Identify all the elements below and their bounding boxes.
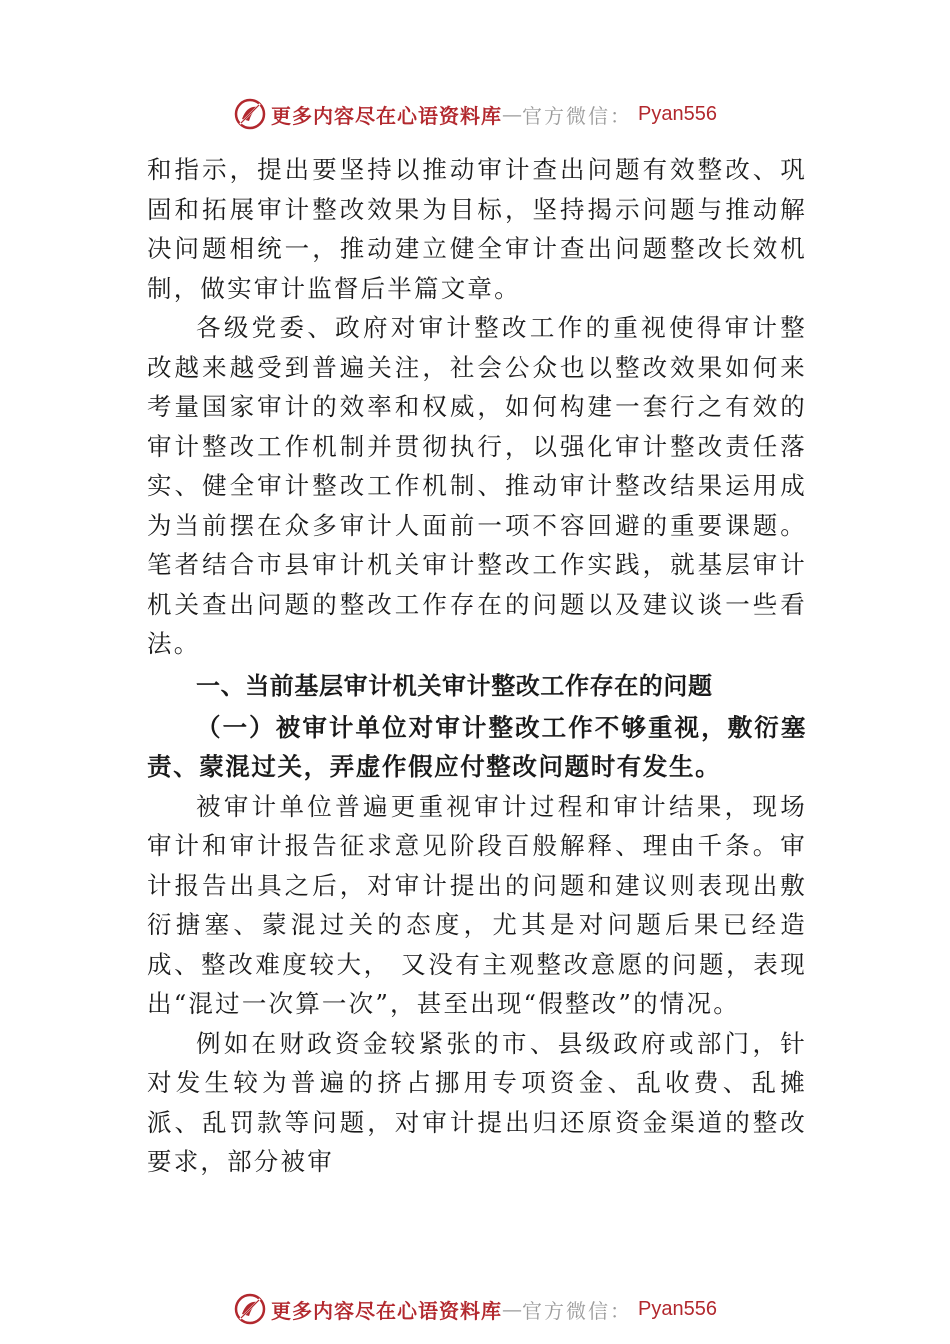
watermark-dash: — bbox=[502, 1297, 523, 1321]
subsection-heading: （一）被审计单位对审计整改工作不够重视，敷衍塞责、蒙混过关，弄虚作假应付整改问题时有发生。 bbox=[147, 712, 807, 781]
paragraph-2: 各级党委、政府对审计整改工作的重视使得审计整改越来越受到普遍关注，社会公众也以整改效果如何来考量国家审计的效率和权威，如何构建一套行之有效的审计整改工作机制并贯彻执行，以强化审计整改责任落实、健全审计整改工作机制、推动审计整改结果运用成为当前摆在众多审计人面前一项不容回避的重要课题。笔者结合市县审计机关审计整改工作实践，就基层审计机关查出问题的整改工作存在的问题以及建议谈一些看法。 bbox=[147, 313, 807, 658]
watermark-wechat-id: Pyan556 bbox=[638, 1297, 717, 1320]
document-body bbox=[147, 150, 807, 1182]
paragraph-3: 被审计单位普遍更重视审计过程和审计结果，现场审计和审计报告征求意见阶段百般解释、理由千条。审计报告出具之后，对审计提出的问题和建议则表现出敷衍搪塞、蒙混过关的态度，尤其是对问题后果已经造成、整改难度较大， 又没有主观整改意愿的问题，表现出“混过一次算一次”，甚至出现“假整改”的情况。 bbox=[147, 791, 807, 1018]
footer-watermark bbox=[0, 1289, 950, 1329]
watermark-dash: — bbox=[502, 102, 523, 126]
watermark-wechat-label: 官方微信： bbox=[522, 1298, 633, 1323]
paragraph-4: 例如在财政资金较紧张的市、县级政府或部门，针对发生较为普遍的挤占挪用专项资金、乱收费、乱摊派、乱罚款等问题，对审计提出归还原资金渠道的整改要求，部分被审 bbox=[147, 1028, 807, 1176]
watermark-text: 更多内容尽在心语资料库 bbox=[271, 1298, 503, 1323]
section-heading: 一、当前基层审计机关审计整改工作存在的问题 bbox=[196, 671, 713, 700]
watermark-text: 更多内容尽在心语资料库 bbox=[271, 103, 503, 128]
watermark-wechat-id: Pyan556 bbox=[638, 102, 717, 125]
watermark-wechat-label: 官方微信： bbox=[522, 103, 633, 128]
logo-icon bbox=[233, 97, 267, 131]
header-watermark bbox=[0, 94, 950, 134]
paragraph-1: 和指示，提出要坚持以推动审计查出问题有效整改、巩固和拓展审计整改效果为目标，坚持揭示问题与推动解决问题相统一，推动建立健全审计查出问题整改长效机制，做实审计监督后半篇文章。 bbox=[147, 155, 807, 303]
logo-icon bbox=[233, 1292, 267, 1326]
